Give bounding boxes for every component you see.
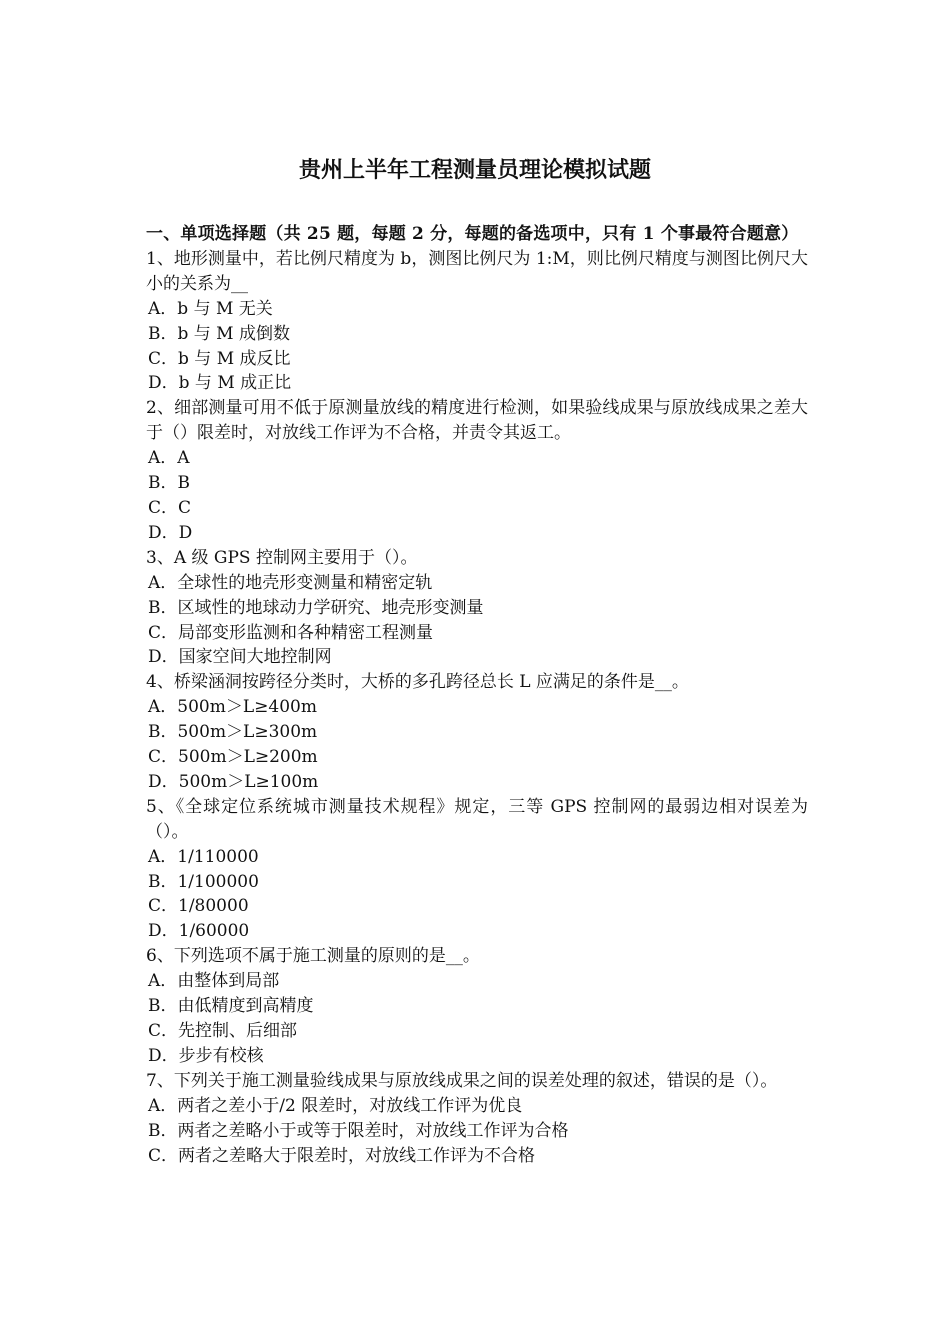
question-4 [146,670,808,795]
option-a: A．全球性的地壳形变测量和精密定轨 [148,572,433,593]
question-text: 7、下列关于施工测量验线成果与原放线成果之间的误差处理的叙述，错误的是（）。 [146,1070,778,1091]
option-a: A．1/110000 [148,846,259,867]
option-d: D．b 与 M 成正比 [148,373,292,394]
option-d: D．1/60000 [148,921,250,942]
option-c: C．500m＞L≥200m [148,747,318,768]
option-b: B．1/100000 [148,871,259,892]
option-c: C．C [148,497,192,518]
option-d: D．D [148,522,193,543]
option-d: D．步步有校核 [148,1045,264,1066]
option-c: C．1/80000 [148,896,249,917]
option-d: D．国家空间大地控制网 [148,647,332,668]
option-a: A．两者之差小于/2 限差时，对放线工作评为优良 [148,1095,523,1116]
option-c: C．先控制、后细部 [148,1021,298,1041]
document-body [146,222,808,1168]
question-text: 1、地形测量中，若比例尺精度为 b，测图比例尺为 1:M，则比例尺精度与测图比例尺大小的关系为__ [146,248,808,294]
option-b: B．由低精度到高精度 [148,996,314,1017]
question-text: 4、桥梁涵洞按跨径分类时，大桥的多孔跨径总长 L 应满足的条件是__。 [146,672,689,693]
option-a: A．b 与 M 无关 [148,298,273,319]
question-text: 3、A 级 GPS 控制网主要用于（）。 [146,547,418,568]
question-5 [146,795,808,944]
option-b: B．区域性的地球动力学研究、地壳形变测量 [148,597,484,618]
option-a: A．A [148,448,190,469]
question-3 [146,546,808,671]
option-b: B．b 与 M 成倒数 [148,323,290,344]
option-b: B．两者之差略小于或等于限差时，对放线工作评为合格 [148,1120,569,1141]
document-title: 贵州上半年工程测量员理论模拟试题 [298,157,651,183]
option-d: D．500m＞L≥100m [148,771,319,792]
option-c: C．局部变形监测和各种精密工程测量 [148,622,434,643]
option-c: C．b 与 M 成反比 [148,348,291,369]
option-b: B．B [148,473,190,494]
question-text: 5、《全球定位系统城市测量技术规程》规定，三等 GPS 控制网的最弱边相对误差为（）。 [146,796,808,842]
option-b: B．500m＞L≥300m [148,722,318,743]
question-2 [146,396,808,545]
question-1 [146,247,808,396]
section-heading: 一、单项选择题（共 25 题，每题 2 分，每题的备选项中，只有 1 个事最符合题意） [146,224,799,244]
question-text: 2、细部测量可用不低于原测量放线的精度进行检测，如果验线成果与原放线成果之差大于（）限差时，对放线工作评为不合格，并责令其返工。 [146,398,808,444]
option-c: C．两者之差略大于限差时，对放线工作评为不合格 [148,1145,536,1166]
question-6 [146,944,808,1069]
question-text: 6、下列选项不属于施工测量的原则的是__。 [146,946,480,967]
option-a: A．500m＞L≥400m [148,697,317,718]
question-7 [146,1069,808,1169]
option-a: A．由整体到局部 [148,971,280,992]
